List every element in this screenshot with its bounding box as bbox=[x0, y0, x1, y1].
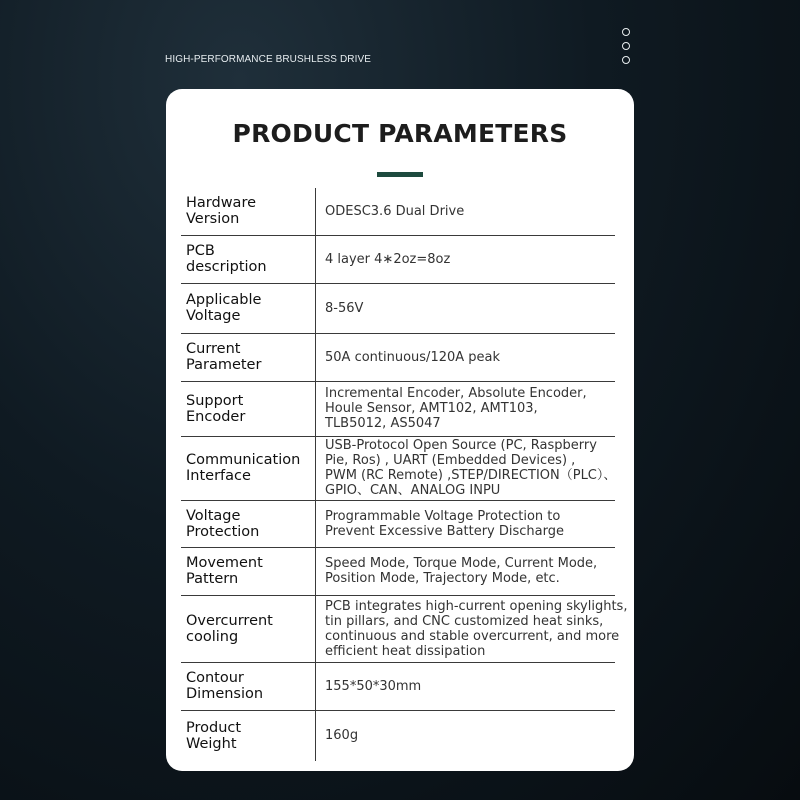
table-row bbox=[181, 381, 615, 436]
table-row bbox=[181, 595, 615, 662]
param-value bbox=[316, 333, 616, 381]
param-label: Applicable Voltage bbox=[181, 283, 316, 333]
pagination-dots bbox=[622, 28, 630, 70]
header-tagline: HIGH-PERFORMANCE BRUSHLESS DRIVE bbox=[165, 54, 372, 65]
param-value bbox=[316, 662, 616, 710]
param-value-text: PCB integrates high-current opening skylights, tin pillars, and CNC customized heat sinks, continuous and stable overcurrent, and more efficient heat dissipation bbox=[325, 598, 628, 659]
param-value bbox=[316, 710, 616, 761]
table-row bbox=[181, 436, 615, 500]
param-label: Communication Interface bbox=[181, 436, 316, 500]
param-value bbox=[316, 500, 616, 547]
param-label: Movement Pattern bbox=[181, 547, 316, 595]
dot-icon bbox=[622, 42, 630, 50]
param-value bbox=[316, 188, 616, 235]
dot-icon bbox=[622, 56, 630, 64]
param-label: Overcurrent cooling bbox=[181, 595, 316, 662]
param-label: Contour Dimension bbox=[181, 662, 316, 710]
param-value-text: ODESC3.6 Dual Drive bbox=[325, 203, 465, 219]
parameters-table bbox=[181, 188, 628, 761]
param-label: Product Weight bbox=[186, 719, 242, 752]
param-label: PCB description bbox=[181, 235, 316, 283]
param-value-text: 8-56V bbox=[325, 300, 364, 316]
param-label: Hardware Version bbox=[181, 188, 316, 235]
param-value-text: 155*50*30mm bbox=[325, 678, 422, 694]
param-value-text: 160g bbox=[325, 728, 359, 744]
param-value-text: USB-Protocol Open Source (PC, Raspberry Pie, Ros) , UART (Embedded Devices) , PWM (RC Remote) ,STEP/DIRECTION（PLC）、 GPIO、CAN、ANALOG INPU bbox=[325, 438, 617, 498]
table-row bbox=[181, 333, 615, 381]
table-row bbox=[181, 235, 615, 283]
param-value-text: Speed Mode, Torque Mode, Current Mode, Position Mode, Trajectory Mode, etc. bbox=[325, 556, 598, 586]
table-row bbox=[181, 283, 615, 333]
table-row bbox=[181, 500, 615, 547]
table-row bbox=[181, 547, 615, 595]
table-row bbox=[181, 188, 615, 235]
param-value bbox=[316, 436, 616, 500]
param-value-text: 4 layer 4∗2oz=8oz bbox=[325, 251, 451, 267]
param-value-text: Programmable Voltage Protection to Prevent Excessive Battery Discharge bbox=[325, 508, 564, 539]
param-value bbox=[316, 381, 616, 436]
param-value-text: Incremental Encoder, Absolute Encoder, Houle Sensor, AMT102, AMT103, TLB5012, AS5047 bbox=[325, 386, 587, 431]
param-value-text: 50A continuous/120A peak bbox=[325, 349, 501, 365]
param-label: Current Parameter bbox=[181, 333, 316, 381]
title-underline bbox=[377, 172, 423, 177]
param-label: Support Encoder bbox=[181, 381, 316, 436]
param-label: Voltage Protection bbox=[181, 500, 316, 547]
table-row bbox=[181, 662, 615, 710]
card-title: PRODUCT PARAMETERS bbox=[232, 119, 568, 148]
param-value bbox=[316, 235, 616, 283]
table-row bbox=[181, 710, 615, 761]
dot-icon bbox=[622, 28, 630, 36]
param-value bbox=[316, 595, 628, 662]
param-value bbox=[316, 283, 616, 333]
param-value bbox=[316, 547, 616, 595]
